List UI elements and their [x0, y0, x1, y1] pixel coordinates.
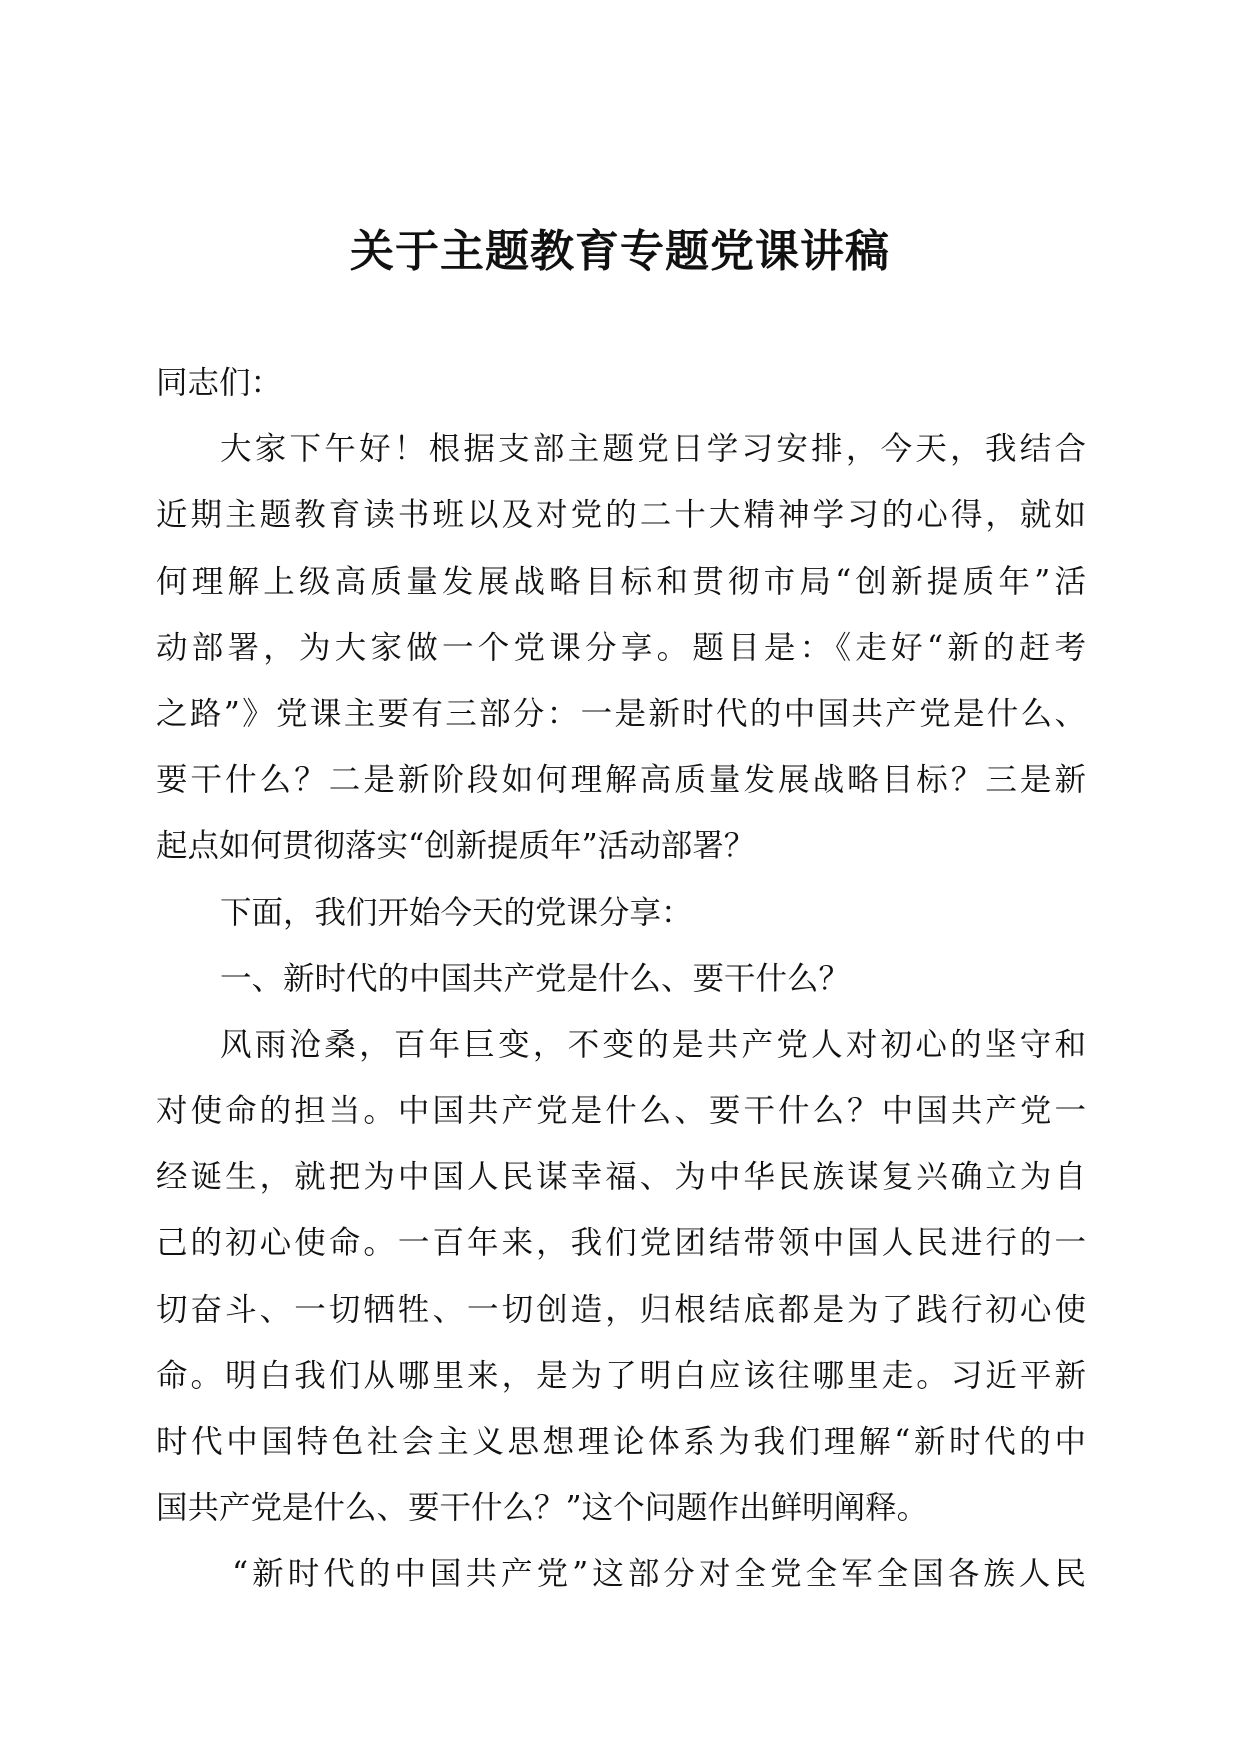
paragraph-line: 下面，我们开始今天的党课分享：: [220, 894, 693, 931]
paragraph-line: “新时代的中国共产党”这部分对全党全军全国各族人民: [232, 1556, 1086, 1593]
paragraph-line: 风雨沧桑，百年巨变，不变的是共产党人对初心的坚守和: [220, 1026, 1086, 1063]
paragraph-line: 国共产党是什么、要干什么？”这个问题作出鲜明阐释。: [156, 1490, 929, 1527]
paragraph-line: 经诞生，就把为中国人民谋幸福、为中华民族谋复兴确立为自: [156, 1159, 1086, 1196]
salutation-line: 同志们：: [156, 365, 283, 401]
paragraph-line: 命。明白我们从哪里来，是为了明白应该往哪里走。习近平新: [156, 1357, 1086, 1394]
document-title: 关于主题教育专题党课讲稿: [350, 226, 890, 277]
document-body: [156, 350, 1086, 1608]
paragraph-line: 切奋斗、一切牺牲、一切创造，归根结底都是为了践行初心使: [156, 1291, 1086, 1328]
paragraph-line: 何理解上级高质量发展战略目标和贯彻市局“创新提质年”活: [156, 563, 1086, 600]
paragraph-line: 大家下午好！根据支部主题党日学习安排，今天，我结合: [220, 431, 1086, 468]
paragraph-line: 时代中国特色社会主义思想理论体系为我们理解“新时代的中: [156, 1424, 1086, 1460]
paragraph-line: 己的初心使命。一百年来，我们党团结带领中国人民进行的一: [156, 1225, 1086, 1262]
section-heading: 一、新时代的中国共产党是什么、要干什么？: [220, 960, 851, 997]
paragraph-line: 起点如何贯彻落实“创新提质年”活动部署？: [156, 828, 756, 865]
paragraph-line: 动部署，为大家做一个党课分享。题目是：《走好“新的赶考: [156, 629, 1086, 666]
paragraph-line: 要干什么？二是新阶段如何理解高质量发展战略目标？三是新: [156, 762, 1086, 799]
paragraph-line: 之路”》党课主要有三部分：一是新时代的中国共产党是什么、: [156, 695, 1086, 732]
paragraph-line: 对使命的担当。中国共产党是什么、要干什么？中国共产党一: [156, 1093, 1086, 1130]
paragraph-line: 近期主题教育读书班以及对党的二十大精神学习的心得，就如: [156, 497, 1086, 534]
